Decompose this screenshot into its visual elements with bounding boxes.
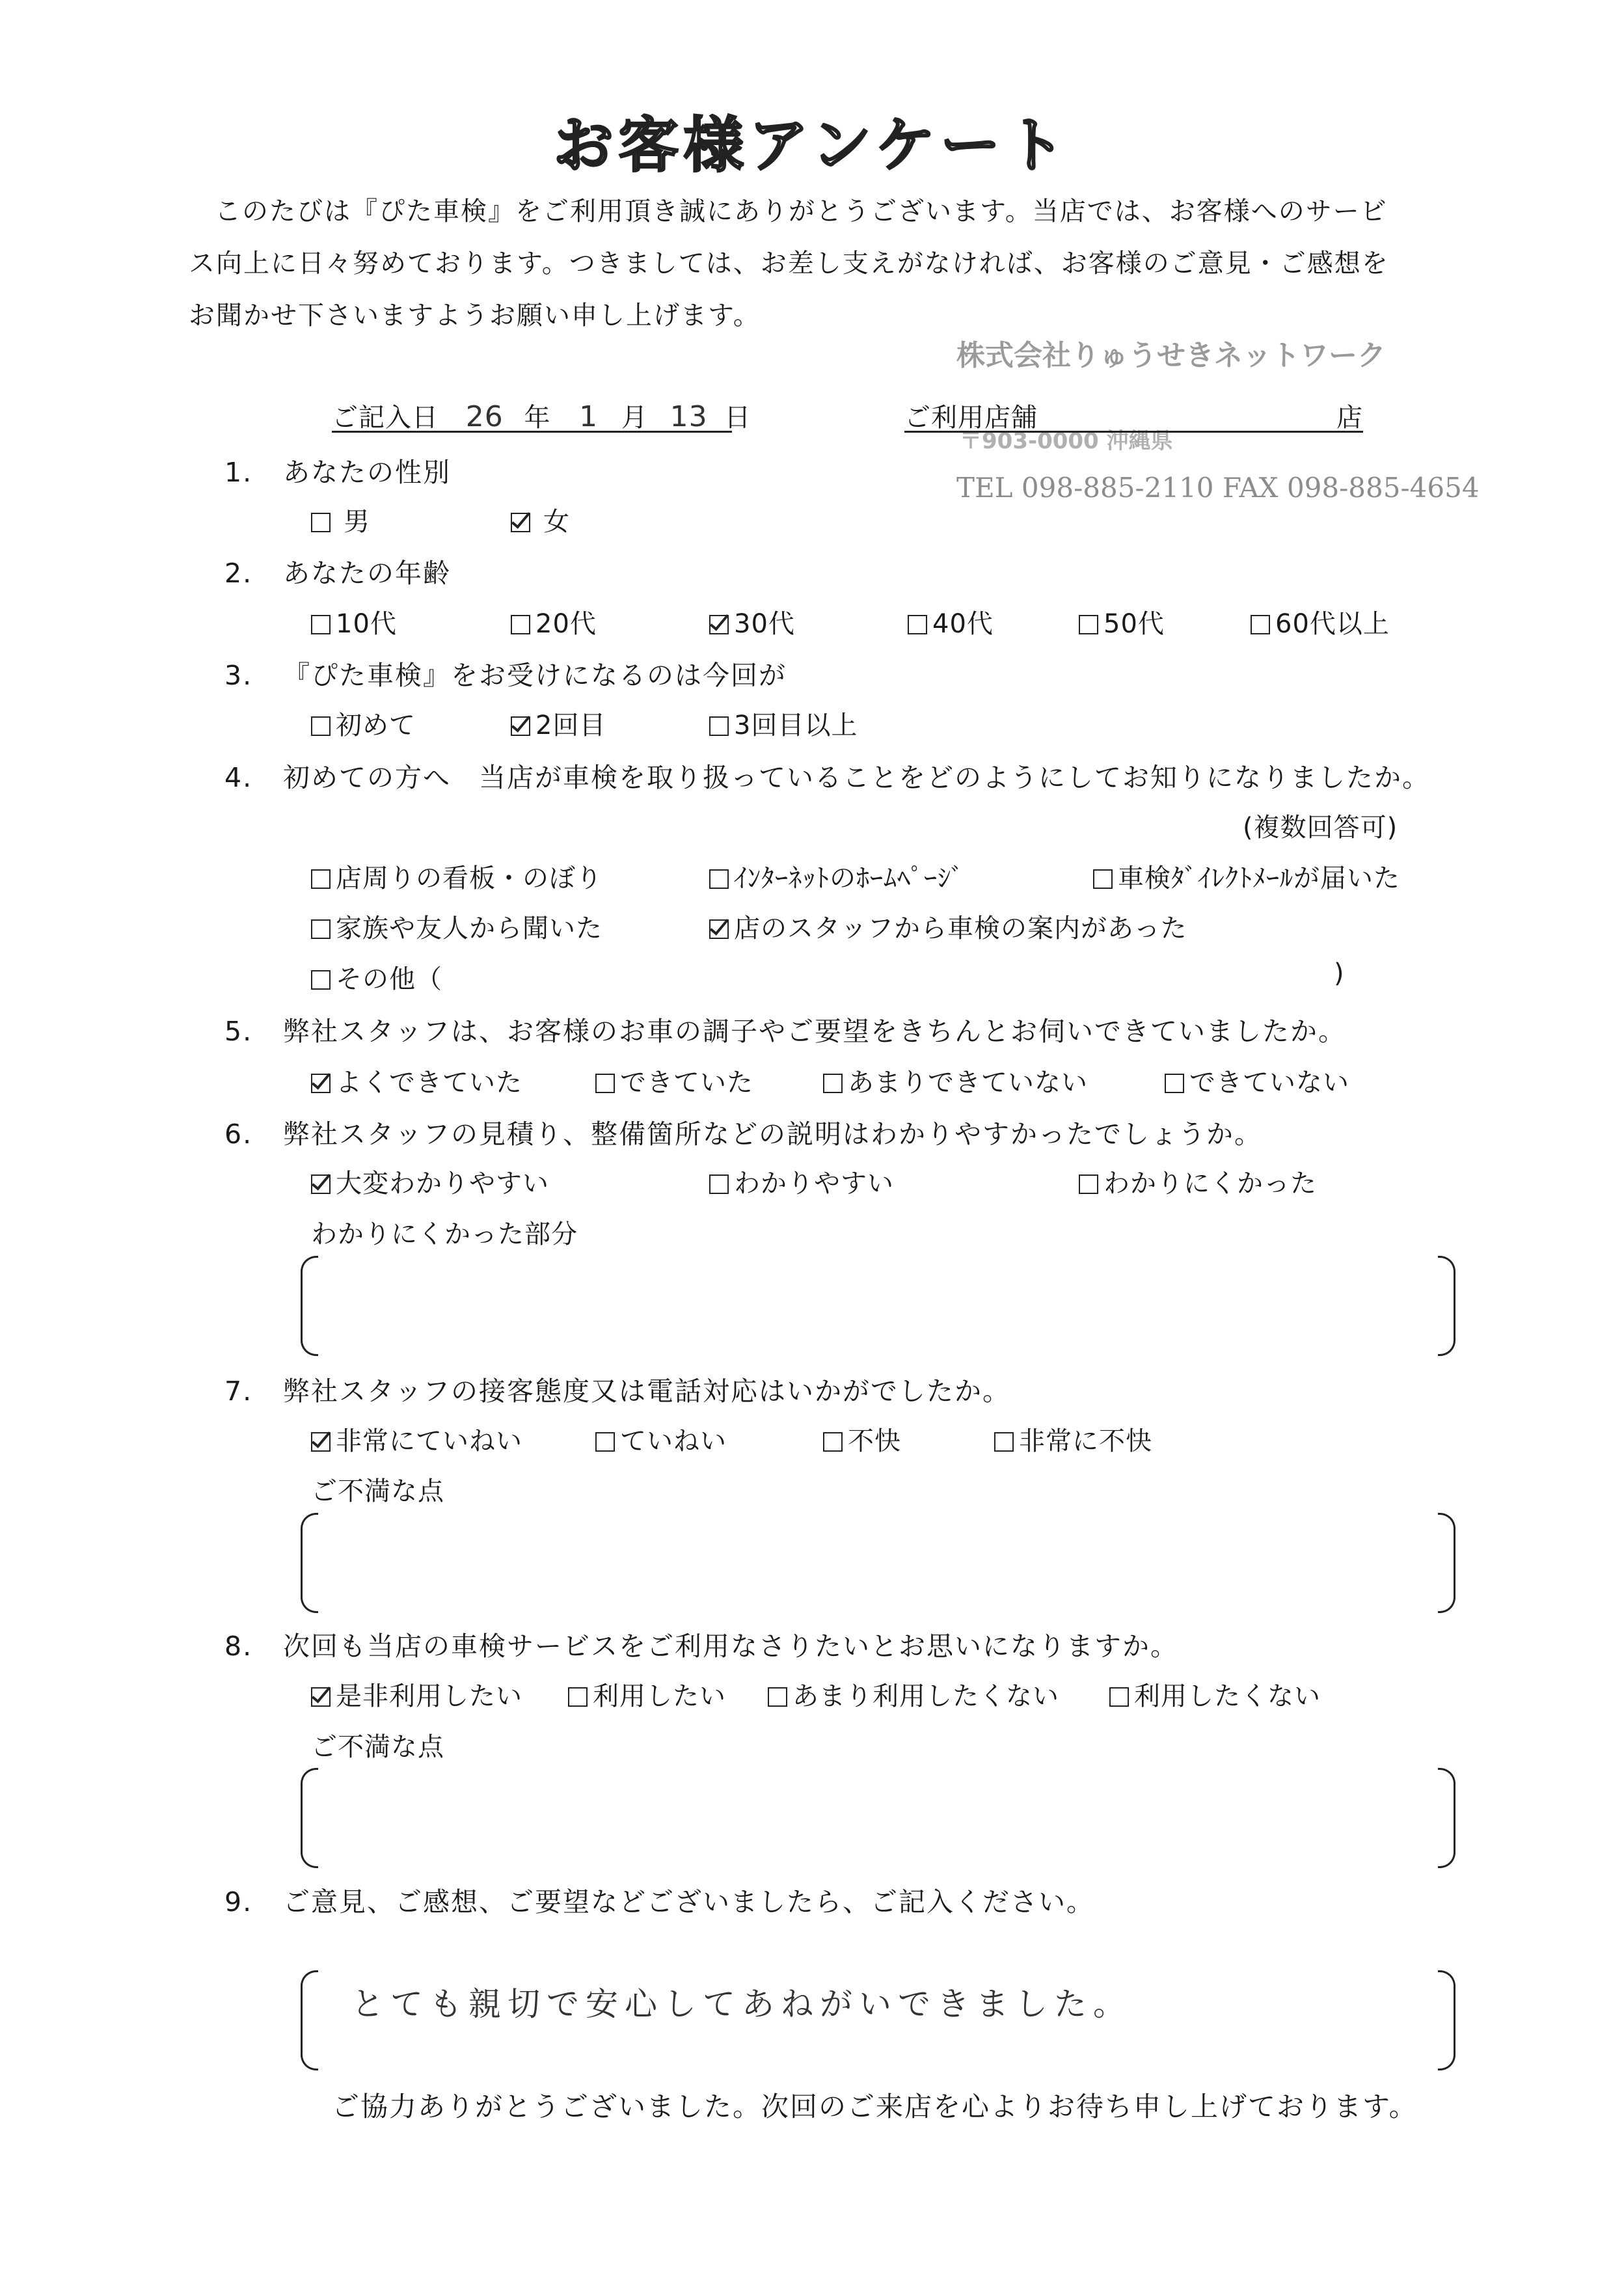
checked-checkbox-icon [311, 1432, 331, 1452]
question-1 [224, 451, 451, 489]
q5-option-very-good[interactable]: よくできていた [311, 1062, 522, 1099]
q7-option-very-unpleasant[interactable]: 非常に不快 [994, 1420, 1152, 1458]
q2-option-60s-plus[interactable]: 60代以上 [1251, 603, 1390, 640]
checkbox-icon [1109, 1687, 1129, 1707]
q3-option-second[interactable]: 2回目 [511, 705, 606, 742]
checkbox-icon [311, 970, 331, 990]
checkbox-icon [1079, 1174, 1098, 1194]
question-6-text: 弊社スタッフの見積り、整備箇所などの説明はわかりやすかったでしょうか。 [283, 1119, 1262, 1150]
q3-option-third-plus[interactable]: 3回目以上 [709, 705, 858, 742]
date-field[interactable] [332, 397, 751, 433]
q8-sub-label: ご不満な点 [311, 1732, 444, 1762]
q6-option-very-clear[interactable]: 大変わかりやすい [311, 1163, 549, 1200]
question-3-text: 『ぴた車検』をお受けになるのは今回が [283, 660, 787, 691]
page-title: お客様アンケート [553, 111, 1071, 180]
checkbox-icon [311, 615, 331, 634]
checkbox-icon [823, 1432, 843, 1452]
checkbox-icon [1079, 615, 1098, 634]
q5-option-good[interactable]: できていた [595, 1062, 753, 1099]
checkbox-icon [568, 1687, 588, 1707]
question-3-number: 3. [224, 660, 253, 691]
q8-option-definitely[interactable]: 是非利用したい [311, 1676, 522, 1713]
checkbox-icon [709, 1174, 729, 1194]
checkbox-icon [994, 1432, 1014, 1452]
bracket-right [1438, 1513, 1455, 1613]
q2-option-30s[interactable]: 30代 [709, 603, 795, 640]
q2-option-50s[interactable]: 50代 [1079, 603, 1165, 640]
question-9-number: 9. [224, 1886, 253, 1918]
checkbox-icon [311, 513, 331, 532]
q4-option-signboard[interactable]: 店周りの看板・のぼり [311, 858, 602, 895]
question-4 [224, 756, 1430, 794]
question-7 [224, 1370, 1010, 1408]
question-8 [224, 1625, 1178, 1663]
q5-option-not[interactable]: できていない [1165, 1062, 1349, 1099]
bracket-left [301, 1513, 318, 1613]
q1-option-female[interactable]: 女 [511, 501, 570, 538]
intro-line-1: このたびは『ぴた車検』をご利用頂き誠にありがとうございます。当店では、お客様へのサービ [215, 197, 1388, 226]
bracket-right [1438, 1768, 1455, 1868]
stamp-company: 株式会社りゅうせきネットワーク [956, 339, 1386, 372]
q8-option-not-much[interactable]: あまり利用したくない [768, 1676, 1059, 1713]
checkbox-icon [311, 716, 331, 736]
checked-checkbox-icon [511, 716, 530, 736]
checkbox-icon [709, 716, 729, 736]
q9-answer: とても親切で安心してあねがいできました。 [351, 1985, 1132, 2023]
checkbox-icon [709, 869, 729, 889]
question-4-text: 初めての方へ 当店が車検を取り扱っていることをどのようにしてお知りになりましたか。 [283, 762, 1430, 793]
q2-option-40s[interactable]: 40代 [908, 603, 994, 640]
date-year: 26 [465, 400, 504, 433]
q7-option-polite[interactable]: ていねい [595, 1420, 727, 1458]
question-7-number: 7. [224, 1376, 253, 1407]
date-month-unit: 月 [621, 403, 648, 433]
q4-option-direct-mail[interactable]: 車検ﾀﾞｲﾚｸﾄﾒｰﾙが届いた [1093, 858, 1400, 895]
q2-option-20s[interactable]: 20代 [511, 603, 597, 640]
q4-multiple-note: (複数回答可) [1243, 813, 1398, 843]
intro-line-3: お聞かせ下さいますようお願い申し上げます。 [189, 301, 761, 331]
question-6-number: 6. [224, 1119, 253, 1150]
question-5-number: 5. [224, 1016, 253, 1047]
date-label: ご記入日 [332, 403, 439, 433]
q4-option-homepage[interactable]: ｲﾝﾀｰﾈｯﾄのﾎｰﾑﾍﾟｰｼﾞ [709, 858, 964, 895]
checkbox-icon [1165, 1074, 1184, 1093]
store-label: ご利用店舗 [904, 403, 1038, 433]
q4-option-other[interactable]: その他（ [311, 958, 442, 996]
store-suffix: 店 [1336, 403, 1363, 433]
checkbox-icon [768, 1687, 787, 1707]
q2-option-10s[interactable]: 10代 [311, 603, 397, 640]
checkbox-icon [511, 615, 530, 634]
store-field[interactable] [904, 397, 1363, 433]
q6-option-clear[interactable]: わかりやすい [709, 1163, 894, 1200]
question-8-number: 8. [224, 1631, 253, 1662]
question-6 [224, 1113, 1262, 1151]
q7-sub-label: ご不満な点 [311, 1476, 444, 1506]
q3-option-first[interactable]: 初めて [311, 705, 416, 742]
question-9-text: ご意見、ご感想、ご要望などございましたら、ご記入ください。 [283, 1886, 1094, 1918]
checkbox-icon [1251, 615, 1270, 634]
question-5 [224, 1010, 1346, 1048]
question-1-number: 1. [224, 457, 253, 488]
intro-line-2: ス向上に日々努めております。つきましては、お差し支えがなければ、お客様のご意見・ご感想を [189, 249, 1389, 278]
intro-text [189, 185, 1464, 342]
q6-sub-label: わかりにくかった部分 [311, 1219, 578, 1249]
closing-message: ご協力ありがとうございました。次回のご来店を心よりお待ち申し上げております。 [332, 2091, 1418, 2123]
question-3 [224, 654, 787, 692]
bracket-right [1438, 1970, 1455, 2070]
question-8-text: 次回も当店の車検サービスをご利用なさりたいとお思いになりますか。 [283, 1631, 1178, 1662]
checkbox-icon [311, 869, 331, 889]
date-month: 1 [579, 400, 599, 433]
checked-checkbox-icon [311, 1174, 331, 1194]
date-day: 13 [670, 400, 708, 433]
question-2-text: あなたの年齢 [283, 558, 451, 589]
q4-option-family-friends[interactable]: 家族や友人から聞いた [311, 908, 602, 945]
date-year-unit: 年 [524, 403, 551, 433]
checked-checkbox-icon [311, 1687, 331, 1707]
bracket-right [1438, 1256, 1455, 1356]
question-2 [224, 552, 451, 590]
question-5-text: 弊社スタッフは、お客様のお車の調子やご要望をきちんとお伺いできていましたか。 [283, 1016, 1346, 1047]
checkbox-icon [311, 919, 331, 939]
question-9 [224, 1880, 1094, 1919]
q1-option-male[interactable]: 男 [311, 501, 370, 538]
question-4-number: 4. [224, 762, 253, 793]
q4-other-close: ) [1334, 958, 1345, 988]
question-7-text: 弊社スタッフの接客態度又は電話対応はいかがでしたか。 [283, 1376, 1010, 1407]
q7-option-very-polite[interactable]: 非常にていねい [311, 1420, 522, 1458]
checkbox-icon [908, 615, 927, 634]
question-1-text: あなたの性別 [283, 457, 451, 488]
date-day-unit: 日 [724, 403, 751, 433]
stamp-address: 〒903-0000 沖縄県 [960, 428, 1173, 454]
bracket-left [301, 1256, 318, 1356]
checkbox-icon [595, 1432, 615, 1452]
checked-checkbox-icon [511, 513, 530, 532]
bracket-left [301, 1768, 318, 1868]
q6-option-unclear[interactable]: わかりにくかった [1079, 1163, 1317, 1200]
checkbox-icon [1093, 869, 1113, 889]
q8-option-yes[interactable]: 利用したい [568, 1676, 726, 1713]
q7-option-unpleasant[interactable]: 不快 [823, 1420, 901, 1458]
stamp-tel: TEL 098-885-2110 FAX 098-885-4654 [956, 472, 1480, 504]
checked-checkbox-icon [709, 615, 729, 634]
question-2-number: 2. [224, 558, 253, 589]
checkbox-icon [595, 1074, 615, 1093]
checked-checkbox-icon [311, 1074, 331, 1093]
bracket-left [301, 1970, 318, 2070]
checkbox-icon [823, 1074, 843, 1093]
q5-option-not-much[interactable]: あまりできていない [823, 1062, 1088, 1099]
q8-option-no[interactable]: 利用したくない [1109, 1676, 1321, 1713]
q4-option-staff[interactable]: 店のスタッフから車検の案内があった [709, 908, 1187, 945]
checked-checkbox-icon [709, 919, 729, 939]
